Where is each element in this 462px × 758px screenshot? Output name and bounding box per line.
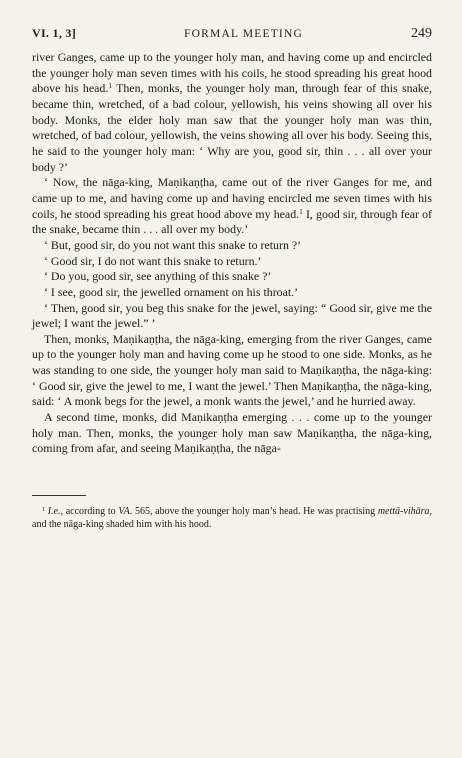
- paragraph: ‘ Now, the nāga-king, Maṇikaṇṭha, came out of the river Ganges for me, and came up to me, and having come up and having encircled me seven times with his coils, he stood spreading his great hood above my head.$^1$ I, good sir, through fear of the snake, became thin . . . all over my body.’: [32, 175, 433, 237]
- footnote-ref: 1: [108, 81, 112, 91]
- footnote-divider: [32, 495, 86, 496]
- footnote-ref: 1: [299, 206, 303, 216]
- paragraph: ‘ I see, good sir, the jewelled ornament on his throat.’: [44, 284, 299, 299]
- paragraph: ‘ Then, good sir, you beg this snake for the jewel, saying: “ Good sir, give me the jewel; I want the jewel.” ’: [32, 300, 432, 331]
- body-text: [32, 50, 432, 457]
- page-number: 249: [411, 26, 432, 41]
- running-head: [32, 26, 432, 50]
- footnote-mark: 1: [42, 505, 46, 513]
- paragraph: ‘ Do you, good sir, see anything of this snake ?’: [44, 269, 272, 284]
- paragraph: river Ganges, came up to the younger holy man, and having come up and encircled the younger holy man seven times with his coils, he stood spreading his great hood above his head.$^1$ Then, monks, the younger holy man, through fear of this snake, became thin, wretched, of a bad colour, yellowish, his veins showing all over his body. Monks, the elder holy man saw that the younger holy man was thin, wretched, of bad colour, yellowish, the veins showing all over his body. Seeing this, he said to the younger holy man: ‘ Why are you, good sir, thin . . . all over your body ?’: [32, 50, 432, 174]
- footnote: $^1$ I.e., according to VA. 565, above the younger holy man’s head. He was practising mettā-vihāra, and the nāga-king shaded him with his hood.: [32, 505, 432, 530]
- chapter-reference: VI. 1, 3]: [32, 26, 77, 40]
- running-title: FORMAL MEETING: [184, 28, 303, 40]
- paragraph: ‘ But, good sir, do you not want this snake to return ?’: [44, 237, 302, 252]
- paragraph: A second time, monks, did Maṇikaṇṭha emerging . . . come up to the younger holy man. Then, monks, the younger holy man saw Maṇikaṇṭha, the nāga-king, coming from afar, and seeing Maṇikaṇṭha, the nāga-: [32, 410, 432, 456]
- paragraph: ‘ Good sir, I do not want this snake to return.’: [44, 253, 262, 268]
- paragraph: Then, monks, Maṇikaṇṭha, the nāga-king, emerging from the river Ganges, came up to the younger holy man and having come up he stood to one side. Monks, as he was standing to one side, the younger holy man said to Maṇikaṇṭha, the nāga-king: ‘ Good sir, give the jewel to me, I want the jewel.’ Then Maṇikaṇṭha, the nāga-king, said: ‘ A monk begs for the jewel, a monk wants the jewel,’ and he hurried away.: [32, 331, 432, 409]
